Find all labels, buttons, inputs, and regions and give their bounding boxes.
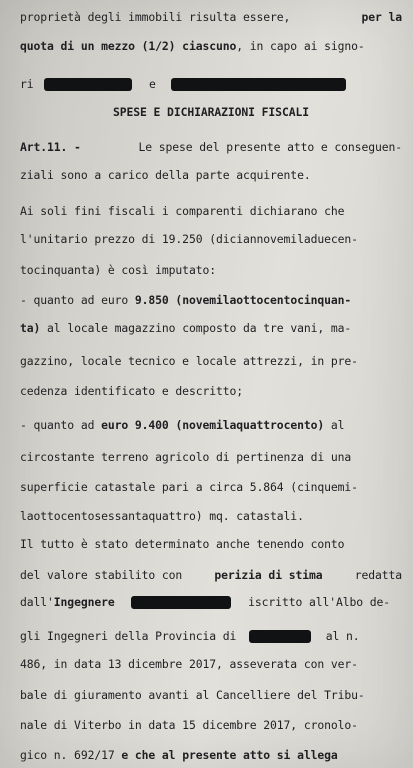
text-fragment: iscritto all'Albo de- (248, 595, 391, 609)
text-fragment: al locale magazzino composto da tre vani, ma- (47, 321, 352, 335)
redaction-mark (44, 78, 132, 91)
text-fragment-bold: per la (361, 10, 402, 24)
text-fragment: proprietà degli immobili risulta essere, (20, 10, 291, 24)
text-fragment: - quanto ad (20, 418, 95, 432)
text-fragment: redatta (354, 568, 402, 582)
text-line-17: laottocentosessantaquattro) mq. catastali. (20, 509, 304, 523)
text-line-25 (20, 744, 402, 766)
redaction-mark (249, 630, 311, 643)
text-line-19 (20, 564, 402, 586)
text-line-23: bale di giuramento avanti al Cancelliere del Tribu- (20, 688, 365, 702)
text-line-24: nale di Viterbo in data 15 dicembre 2017, cronolo- (20, 718, 358, 732)
text-fragment: Le spese del presente atto e conseguen- (138, 140, 402, 154)
text-line-22: 486, in data 13 dicembre 2017, asseverata con ver- (20, 657, 358, 671)
text-line-18: Il tutto è stato determinato anche tenendo conto (20, 537, 345, 551)
redaction-mark (171, 78, 346, 91)
text-line-16: superficie catastale pari a circa 5.864 (cinquemi- (20, 480, 358, 494)
text-fragment: al n. (325, 629, 360, 643)
text-line-6: ziali sono a carico della parte acquirente. (20, 168, 311, 182)
text-line-12: gazzino, locale tecnico e locale attrezzi, in pre- (20, 354, 358, 368)
text-fragment-bold: ta) (20, 321, 41, 335)
text-fragment: al (330, 418, 345, 432)
text-line-13: cedenza identificato e descritto; (20, 384, 244, 398)
redaction-mark (131, 596, 231, 609)
text-line-3 (20, 73, 402, 95)
text-line-20 (20, 591, 402, 613)
text-fragment: ri (20, 77, 34, 91)
text-line-14 (20, 414, 402, 436)
text-fragment: dall' (20, 595, 54, 609)
text-line-5 (20, 136, 402, 158)
text-line-1 (20, 6, 402, 28)
text-fragment-bold: Ingegnere (53, 595, 115, 609)
section-heading: SPESE E DICHIARAZIONI FISCALI (113, 105, 309, 119)
text-fragment: - quanto ad euro (20, 293, 129, 307)
text-fragment: del valore stabilito con (20, 568, 183, 582)
text-fragment-bold: 9.850 (novemilaottocentocinquan- (134, 293, 352, 307)
text-line-10 (20, 289, 402, 311)
text-fragment-bold: perizia di stima (214, 568, 323, 582)
text-fragment: , in capo ai signo- (236, 39, 365, 53)
text-line-9: tocinquanta) è così imputato: (20, 263, 216, 277)
article-number: Art.11. - (20, 140, 81, 154)
text-line-21 (20, 625, 402, 647)
text-fragment: e (149, 77, 156, 91)
text-fragment-bold: quota di un mezzo (1/2) ciascuno (20, 39, 237, 53)
text-line-8: l'unitario prezzo di 19.250 (diciannovemiladuecen- (20, 232, 358, 246)
text-fragment-bold: euro 9.400 (novemilaquattrocento) (101, 418, 325, 432)
text-line-2 (20, 35, 402, 57)
text-fragment-bold: e che al presente atto si allega (121, 748, 338, 762)
text-line-7: Ai soli fini fiscali i comparenti dichiarano che (20, 204, 345, 218)
text-fragment: gico n. 692/17 (20, 748, 115, 762)
text-line-15: circostante terreno agricolo di pertinenza di una (20, 450, 352, 464)
text-line-11 (20, 317, 402, 339)
text-fragment: gli Ingegneri della Provincia di (20, 629, 237, 643)
